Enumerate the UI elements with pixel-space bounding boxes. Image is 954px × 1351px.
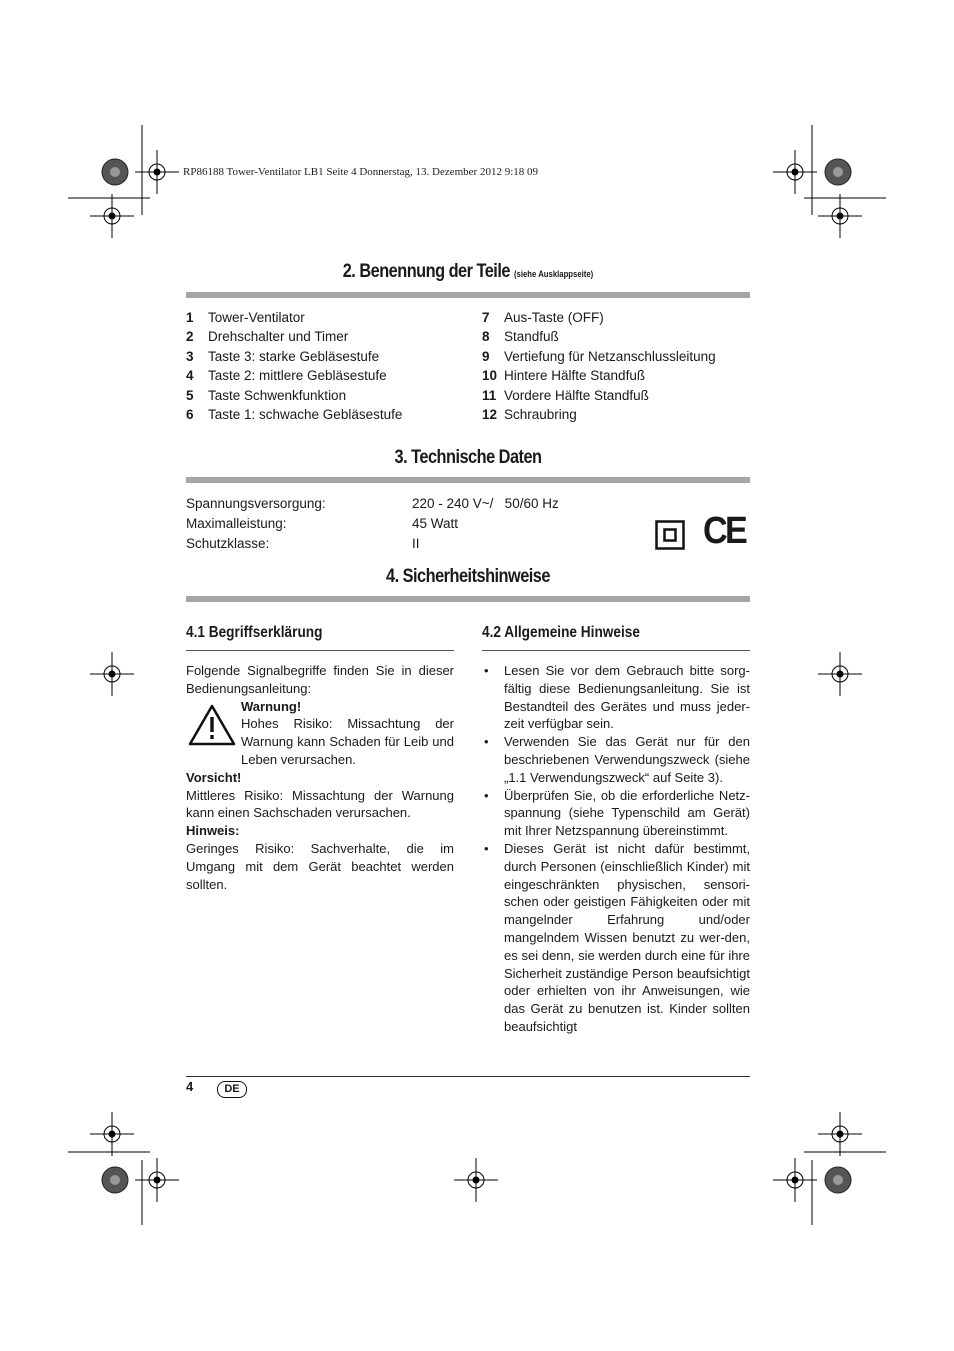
parts-list-left: [186, 308, 402, 424]
list-item: 11 Vordere Hälfte Standfuß: [482, 387, 649, 403]
subsection-4-2-rule: [482, 650, 750, 651]
list-item: • Lesen Sie vor dem Gebrauch bitte sorg-fältig diese Bedienungsanleitung. Sie ist Bestandteil des Gerätes und muss jeder-zeit verfügbar sein.: [482, 662, 750, 733]
list-item: 5 Taste Schwenkfunktion: [186, 387, 347, 403]
section-4-bar: [186, 596, 750, 602]
list-item: 10 Hintere Hälfte Standfuß: [482, 368, 646, 384]
section-2-title: 2. Benennung der Teile (siehe Ausklappseite): [342, 261, 594, 282]
subsection-4-1-rule: [186, 650, 454, 651]
tech-data-table: [186, 494, 559, 554]
table-row: Schutzklasse: II: [186, 536, 420, 551]
list-item: • Dieses Gerät ist nicht dafür bestimmt, durch Personen (einschließlich Kinder) mit eingeschränkten physischen, sensori-schen oder geistigen Fähigkeiten oder mit mangelnder Erfahrung und/oder mangelndem Wissen benutzt zu wer-den, es sei denn, sie werden durch eine für ihre Sicherheit zuständige Person beaufsichtigt oder erhielten von ihr Anweisungen, wie das Gerät zu benutzen ist. Kinder sollten beaufsichtigt: [482, 840, 750, 1036]
list-item: 2 Drehschalter und Timer: [186, 329, 349, 345]
parts-list-right: [482, 308, 716, 424]
warning-triangle-icon: [188, 704, 236, 746]
page-number: 4: [186, 1079, 194, 1094]
list-item: 9 Vertiefung für Netzanschlussleitung: [482, 348, 716, 364]
section-3-title: 3. Technische Daten: [394, 447, 542, 468]
list-item: 1 Tower-Ventilator: [186, 310, 305, 325]
list-item: 8 Standfuß: [482, 329, 559, 345]
caution-title: Vorsicht!: [186, 769, 242, 785]
warning-block: [186, 698, 454, 769]
warning-text: Hohes Risiko: Missachtung der Warnung kann Schaden für Leib und Leben verursachen.: [241, 716, 454, 767]
definitions-intro: Folgende Signalbegriffe finden Sie in dieser Bedienungsanleitung:: [186, 663, 454, 696]
footer-rule: [186, 1076, 750, 1077]
general-notes-column: [482, 662, 750, 1036]
print-info: RP86188 Tower-Ventilator LB1 Seite 4 Donnerstag, 13. Dezember 2012 9:18 09: [183, 166, 539, 178]
table-row: Spannungsversorgung: 220 - 240 V~/ 50/60 Hz: [186, 496, 559, 511]
list-item: 12 Schraubring: [482, 407, 577, 423]
list-item: 3 Taste 3: starke Gebläsestufe: [186, 348, 380, 364]
section-2-bar: [186, 292, 750, 298]
list-item: 4 Taste 2: mittlere Gebläsestufe: [186, 368, 387, 384]
definitions-column: [186, 662, 454, 893]
list-item: 7 Aus-Taste (OFF): [482, 310, 604, 325]
section-2-note: (siehe Ausklappseite): [513, 269, 594, 279]
caution-text: Mittleres Risiko: Missachtung der Warnung kann einen Sachschaden verursachen.: [186, 787, 454, 821]
list-item: 6 Taste 1: schwache Gebläsestufe: [186, 407, 403, 423]
language-badge: DE: [217, 1081, 247, 1098]
subsection-4-2-title: 4.2 Allgemeine Hinweise: [482, 624, 640, 641]
table-row: Maximalleistung: 45 Watt: [186, 516, 459, 531]
section-4-title: 4. Sicherheitshinweise: [386, 566, 550, 587]
list-item: • Überprüfen Sie, ob die erforderliche Netz-spannung (siehe Typenschild am Gerät) mit Ihrer Netzspannung übereinstimmt.: [482, 787, 750, 840]
list-item: • Verwenden Sie das Gerät nur für den beschriebenen Verwendungszweck (siehe „1.1 Verwendungszweck“ auf Seite 3).: [482, 733, 750, 786]
ce-mark-icon: CE: [703, 510, 746, 552]
warning-title: Warnung!: [241, 698, 302, 714]
note-text: Geringes Risiko: Sachverhalte, die im Umgang mit dem Gerät beachtet werden sollten.: [186, 840, 454, 892]
note-title: Hinweis:: [186, 823, 240, 839]
section-3-bar: [186, 477, 750, 483]
subsection-4-1-title: 4.1 Begriffserklärung: [186, 624, 323, 641]
protection-class-ii-icon: [655, 520, 685, 550]
